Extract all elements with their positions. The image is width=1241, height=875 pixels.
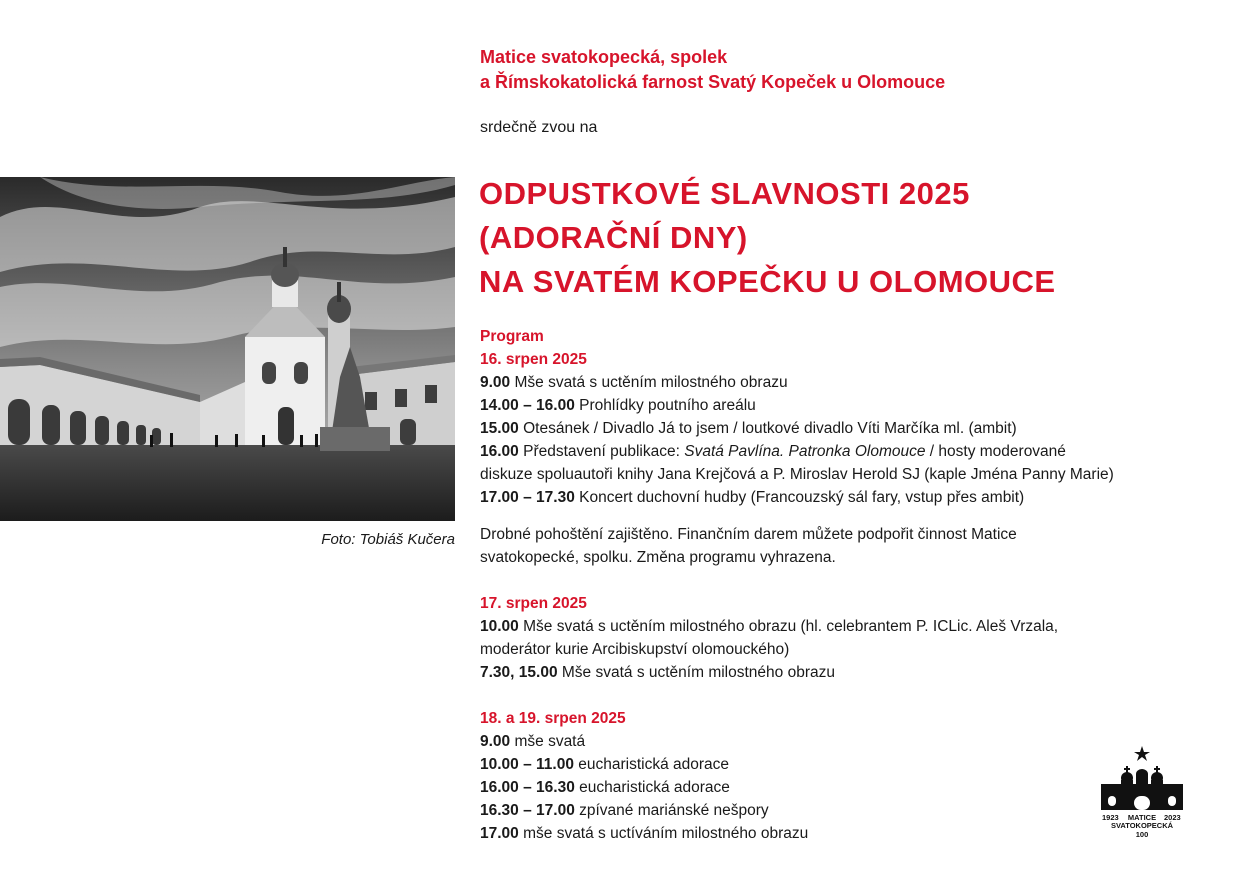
church-photo-image	[0, 177, 455, 521]
item-time: 16.00 – 16.30	[480, 779, 575, 796]
logo-year-left: 1923	[1102, 813, 1119, 822]
item-time: 15.00	[480, 420, 519, 437]
item-text: Koncert duchovní hudby (Francouzský sál fary, vstup přes ambit)	[574, 489, 1025, 506]
day2-date: 17. srpen 2025	[480, 595, 587, 612]
list-item	[480, 799, 1200, 822]
list-item	[480, 753, 1200, 776]
item-text: Prohlídky poutního areálu	[574, 397, 756, 414]
item-text: Představení publikace:	[518, 443, 685, 460]
church-photo	[0, 177, 455, 521]
list-item	[480, 822, 1200, 845]
day1-date: 16. srpen 2025	[480, 351, 587, 368]
logo-year-right: 2023	[1164, 813, 1181, 822]
item-time: 10.00 – 11.00	[480, 756, 574, 773]
note-line-2: svatokopecké, spolku. Změna programu vyhrazena.	[480, 549, 836, 566]
item-time: 14.00 – 16.00	[480, 397, 575, 414]
logo-name-line-1: MATICE	[1127, 813, 1157, 822]
event-title	[479, 172, 1056, 304]
logo-name-line-2: SVATOKOPECKÁ	[1110, 821, 1174, 830]
list-item	[480, 440, 1200, 463]
item-text: eucharistická adorace	[574, 779, 730, 796]
item-text: mše svatá s uctíváním milostného obrazu	[518, 825, 809, 842]
item-text: eucharistická adorace	[573, 756, 730, 773]
list-item	[480, 371, 1200, 394]
item-time: 9.00	[480, 733, 511, 750]
organizer-line-2: a Římskokatolická farnost Svatý Kopeček u Olomouce	[480, 72, 946, 92]
title-line-2: (ADORAČNÍ DNY)	[479, 220, 748, 255]
list-item	[480, 486, 1200, 509]
item-text: / hosty moderované	[925, 443, 1066, 460]
organizers	[480, 45, 945, 95]
list-item	[480, 394, 1200, 417]
item-text: Mše svatá s uctěním milostného obrazu	[510, 374, 788, 391]
item-text: Mše svatá s uctěním milostného obrazu	[557, 664, 835, 681]
program-label: Program	[480, 328, 544, 345]
list-item	[480, 776, 1200, 799]
list-item	[480, 730, 1200, 753]
item-time: 7.30, 15.00	[480, 664, 558, 681]
organizer-line-1: Matice svatokopecká, spolek	[480, 47, 728, 67]
program	[480, 325, 1200, 845]
book-title: Svatá Pavlína. Patronka Olomouce	[684, 443, 926, 460]
list-item-continuation: diskuze spoluautoři knihy Jana Krejčová a P. Miroslav Herold SJ (kaple Jména Panny Marie)	[480, 466, 1114, 483]
logo-number: 100	[1135, 830, 1149, 839]
item-time: 9.00	[480, 374, 511, 391]
item-time: 17.00 – 17.30	[480, 489, 575, 506]
item-text: Mše svatá s uctěním milostného obrazu (hl. celebrantem P. ICLic. Aleš Vrzala,	[518, 618, 1059, 635]
day3-date: 18. a 19. srpen 2025	[480, 710, 626, 727]
photo-caption: Foto: Tobiáš Kučera	[321, 531, 455, 548]
item-text: mše svatá	[510, 733, 586, 750]
church-silhouette-icon	[1098, 744, 1186, 840]
item-text: zpívané mariánské nešpory	[574, 802, 769, 819]
title-line-1: ODPUSTKOVÉ SLAVNOSTI 2025	[479, 176, 970, 211]
item-time: 10.00	[480, 618, 519, 635]
item-text: Otesánek / Divadlo Já to jsem / loutkové divadlo Víti Marčíka ml. (ambit)	[518, 420, 1017, 437]
item-time: 17.00	[480, 825, 519, 842]
item-time: 16.00	[480, 443, 519, 460]
title-line-3: NA SVATÉM KOPEČKU U OLOMOUCE	[479, 264, 1056, 299]
list-item-continuation: moderátor kurie Arcibiskupství olomouckého)	[480, 641, 790, 658]
note-line-1: Drobné pohoštění zajištěno. Finančním darem můžete podpořit činnost Matice	[480, 526, 1017, 543]
invite-text: srdečně zvou na	[480, 119, 598, 136]
list-item	[480, 615, 1200, 638]
list-item	[480, 417, 1200, 440]
matice-logo	[1098, 744, 1186, 840]
item-time: 16.30 – 17.00	[480, 802, 575, 819]
list-item	[480, 661, 1200, 684]
